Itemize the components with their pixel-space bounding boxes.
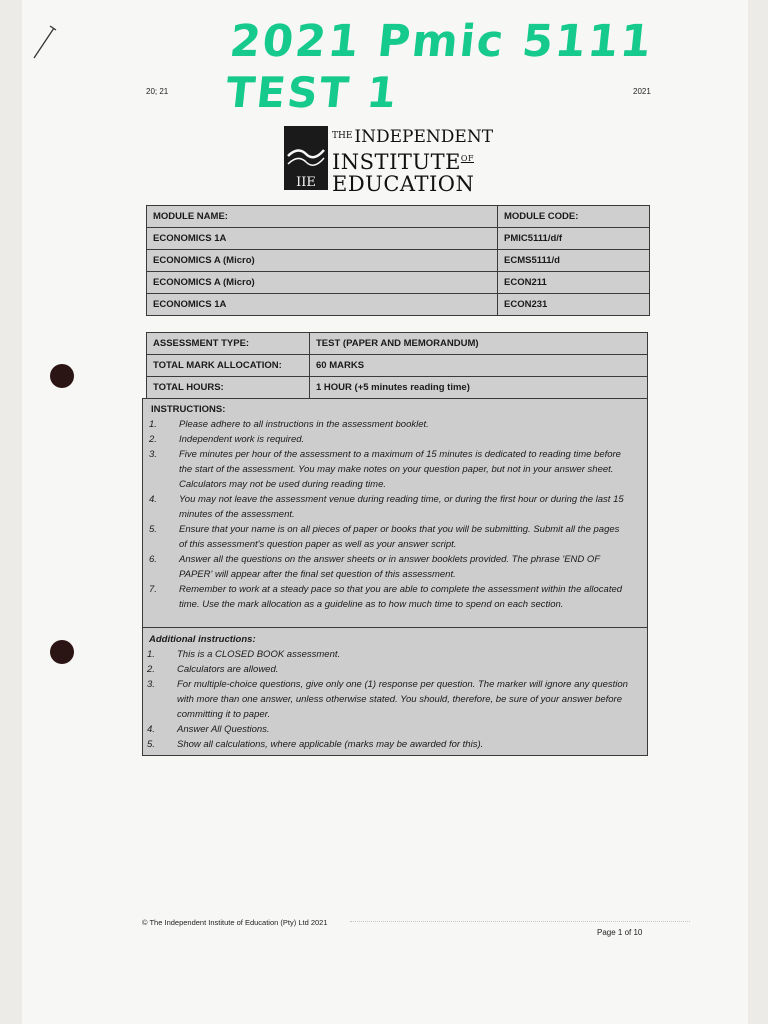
footer-rule: [350, 921, 690, 922]
item-text: This is a CLOSED BOOK assessment.: [177, 649, 341, 660]
iie-logo: [284, 126, 516, 196]
list-item: [149, 583, 629, 613]
module-code-cell: PMIC5111/d/f: [498, 228, 650, 250]
list-item: [147, 723, 631, 738]
list-item: [147, 678, 631, 722]
handwritten-module-note: 2021 Pmic 5111: [227, 16, 656, 67]
total-hours-value: 1 HOUR (+5 minutes reading time): [310, 377, 648, 399]
item-text: Independent work is required.: [179, 434, 305, 445]
additional-instructions-title: Additional instructions:: [149, 634, 256, 645]
total-marks-value: 60 MARKS: [310, 355, 648, 377]
list-item: [149, 493, 629, 523]
logo-of: OF: [460, 154, 475, 163]
item-number: 5.: [147, 739, 155, 750]
logo-line-2: INSTITUTE: [332, 150, 461, 174]
section-divider: [143, 627, 647, 628]
handwritten-test-note: TEST 1: [223, 68, 401, 117]
footer-page-number: Page 1 of 10: [597, 928, 643, 937]
item-text: You may not leave the assessment venue during reading time, or during the first hour or during the last 15 minutes of the assessment.: [179, 494, 624, 520]
list-item: [147, 663, 631, 678]
list-item: [149, 523, 629, 553]
module-code-cell: ECON211: [498, 272, 650, 294]
table-row: [147, 228, 650, 250]
table-row: [147, 294, 650, 316]
item-text: Five minutes per hour of the assessment to a maximum of 15 minutes is dedicated to reading time before the start of the assessment. You may make notes on your question paper, but not in your answer sheet. Calculators may not be used during reading time.: [179, 449, 621, 490]
item-number: 1.: [149, 419, 157, 430]
module-name-cell: ECONOMICS 1A: [147, 294, 498, 316]
total-hours-label: TOTAL HOURS:: [147, 377, 310, 399]
module-name-cell: ECONOMICS A (Micro): [147, 250, 498, 272]
module-code-cell: ECON231: [498, 294, 650, 316]
item-number: 4.: [147, 724, 155, 735]
item-text: Please adhere to all instructions in the assessment booklet.: [179, 419, 429, 430]
item-text: Remember to work at a steady pace so that you are able to complete the assessment within the allocated time. Use the mark allocation as a guideline as to how much time to spend on each section.: [179, 584, 623, 610]
instructions-title: INSTRUCTIONS:: [151, 404, 226, 415]
item-number: 3.: [147, 679, 155, 690]
assessment-type-label: ASSESSMENT TYPE:: [147, 333, 310, 355]
item-number: 7.: [149, 584, 157, 595]
instructions-box: [142, 398, 648, 756]
list-item: [147, 648, 631, 663]
list-item: [147, 738, 631, 753]
item-number: 1.: [147, 649, 155, 660]
header-left-text: 20; 21: [146, 87, 169, 96]
list-item: [149, 433, 629, 448]
module-table: [146, 205, 650, 316]
item-text: Show all calculations, where applicable (marks may be awarded for this).: [177, 739, 484, 750]
module-name-header: MODULE NAME:: [147, 206, 498, 228]
item-text: Answer All Questions.: [177, 724, 270, 735]
header-year: 2021: [633, 87, 651, 96]
table-row: [147, 333, 648, 355]
item-number: 2.: [147, 664, 155, 675]
item-number: 6.: [149, 554, 157, 565]
list-item: [149, 448, 629, 492]
pen-mark-icon: [30, 22, 60, 62]
item-number: 5.: [149, 524, 157, 535]
list-item: [149, 553, 629, 583]
module-table-header: [147, 206, 650, 228]
table-row: [147, 272, 650, 294]
punch-hole-bottom: [50, 640, 74, 664]
punch-hole-top: [50, 364, 74, 388]
list-item: [149, 418, 629, 433]
module-code-cell: ECMS5111/d: [498, 250, 650, 272]
assessment-table: [146, 332, 648, 399]
table-row: [147, 377, 648, 399]
table-row: [147, 250, 650, 272]
table-row: [147, 355, 648, 377]
module-code-header: MODULE CODE:: [498, 206, 650, 228]
item-text: Answer all the questions on the answer sheets or in answer booklets provided. The phrase 'END OF PAPER' will appear after the final set question of this assessment.: [179, 554, 600, 580]
item-text: For multiple-choice questions, give only one (1) response per question. The marker will ignore any question with more than one answer, unless otherwise stated. You should, therefore, be sure of your answer before committing it to paper.: [177, 679, 628, 720]
logo-line-3: EDUCATION: [332, 172, 475, 196]
module-name-cell: ECONOMICS 1A: [147, 228, 498, 250]
assessment-type-value: TEST (PAPER AND MEMORANDUM): [310, 333, 648, 355]
logo-the: THE: [332, 131, 353, 141]
footer-copyright: © The Independent Institute of Education (Pty) Ltd 2021: [142, 918, 328, 927]
item-number: 3.: [149, 449, 157, 460]
logo-line-1: INDEPENDENT: [354, 127, 494, 147]
module-name-cell: ECONOMICS A (Micro): [147, 272, 498, 294]
item-text: Calculators are allowed.: [177, 664, 279, 675]
iie-emblem-icon: [284, 126, 328, 190]
item-text: Ensure that your name is on all pieces of paper or books that you will be submitting. Submit all the pages of this assessment's question paper as well as your answer script.: [179, 524, 620, 550]
emblem-letters: IIE: [296, 175, 316, 190]
total-marks-label: TOTAL MARK ALLOCATION:: [147, 355, 310, 377]
item-number: 2.: [149, 434, 157, 445]
item-number: 4.: [149, 494, 157, 505]
